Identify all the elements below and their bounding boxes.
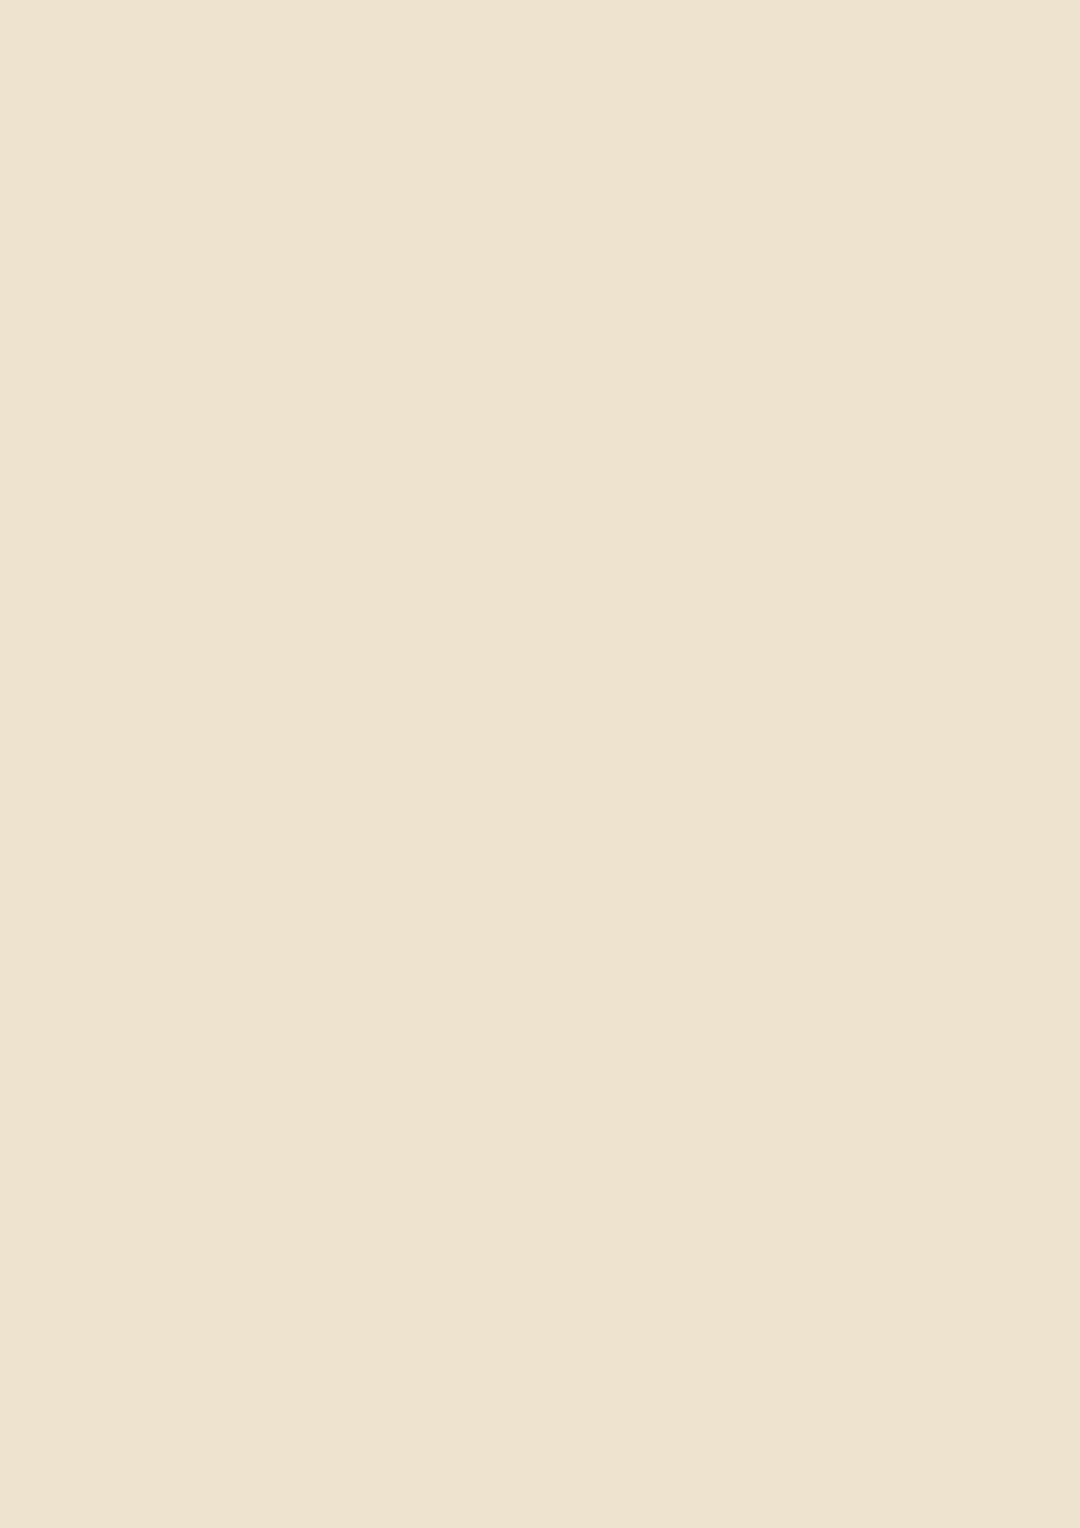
stanza-separator <box>336 280 896 302</box>
section-heading-finale <box>336 244 896 272</box>
poem-body <box>336 220 896 320</box>
